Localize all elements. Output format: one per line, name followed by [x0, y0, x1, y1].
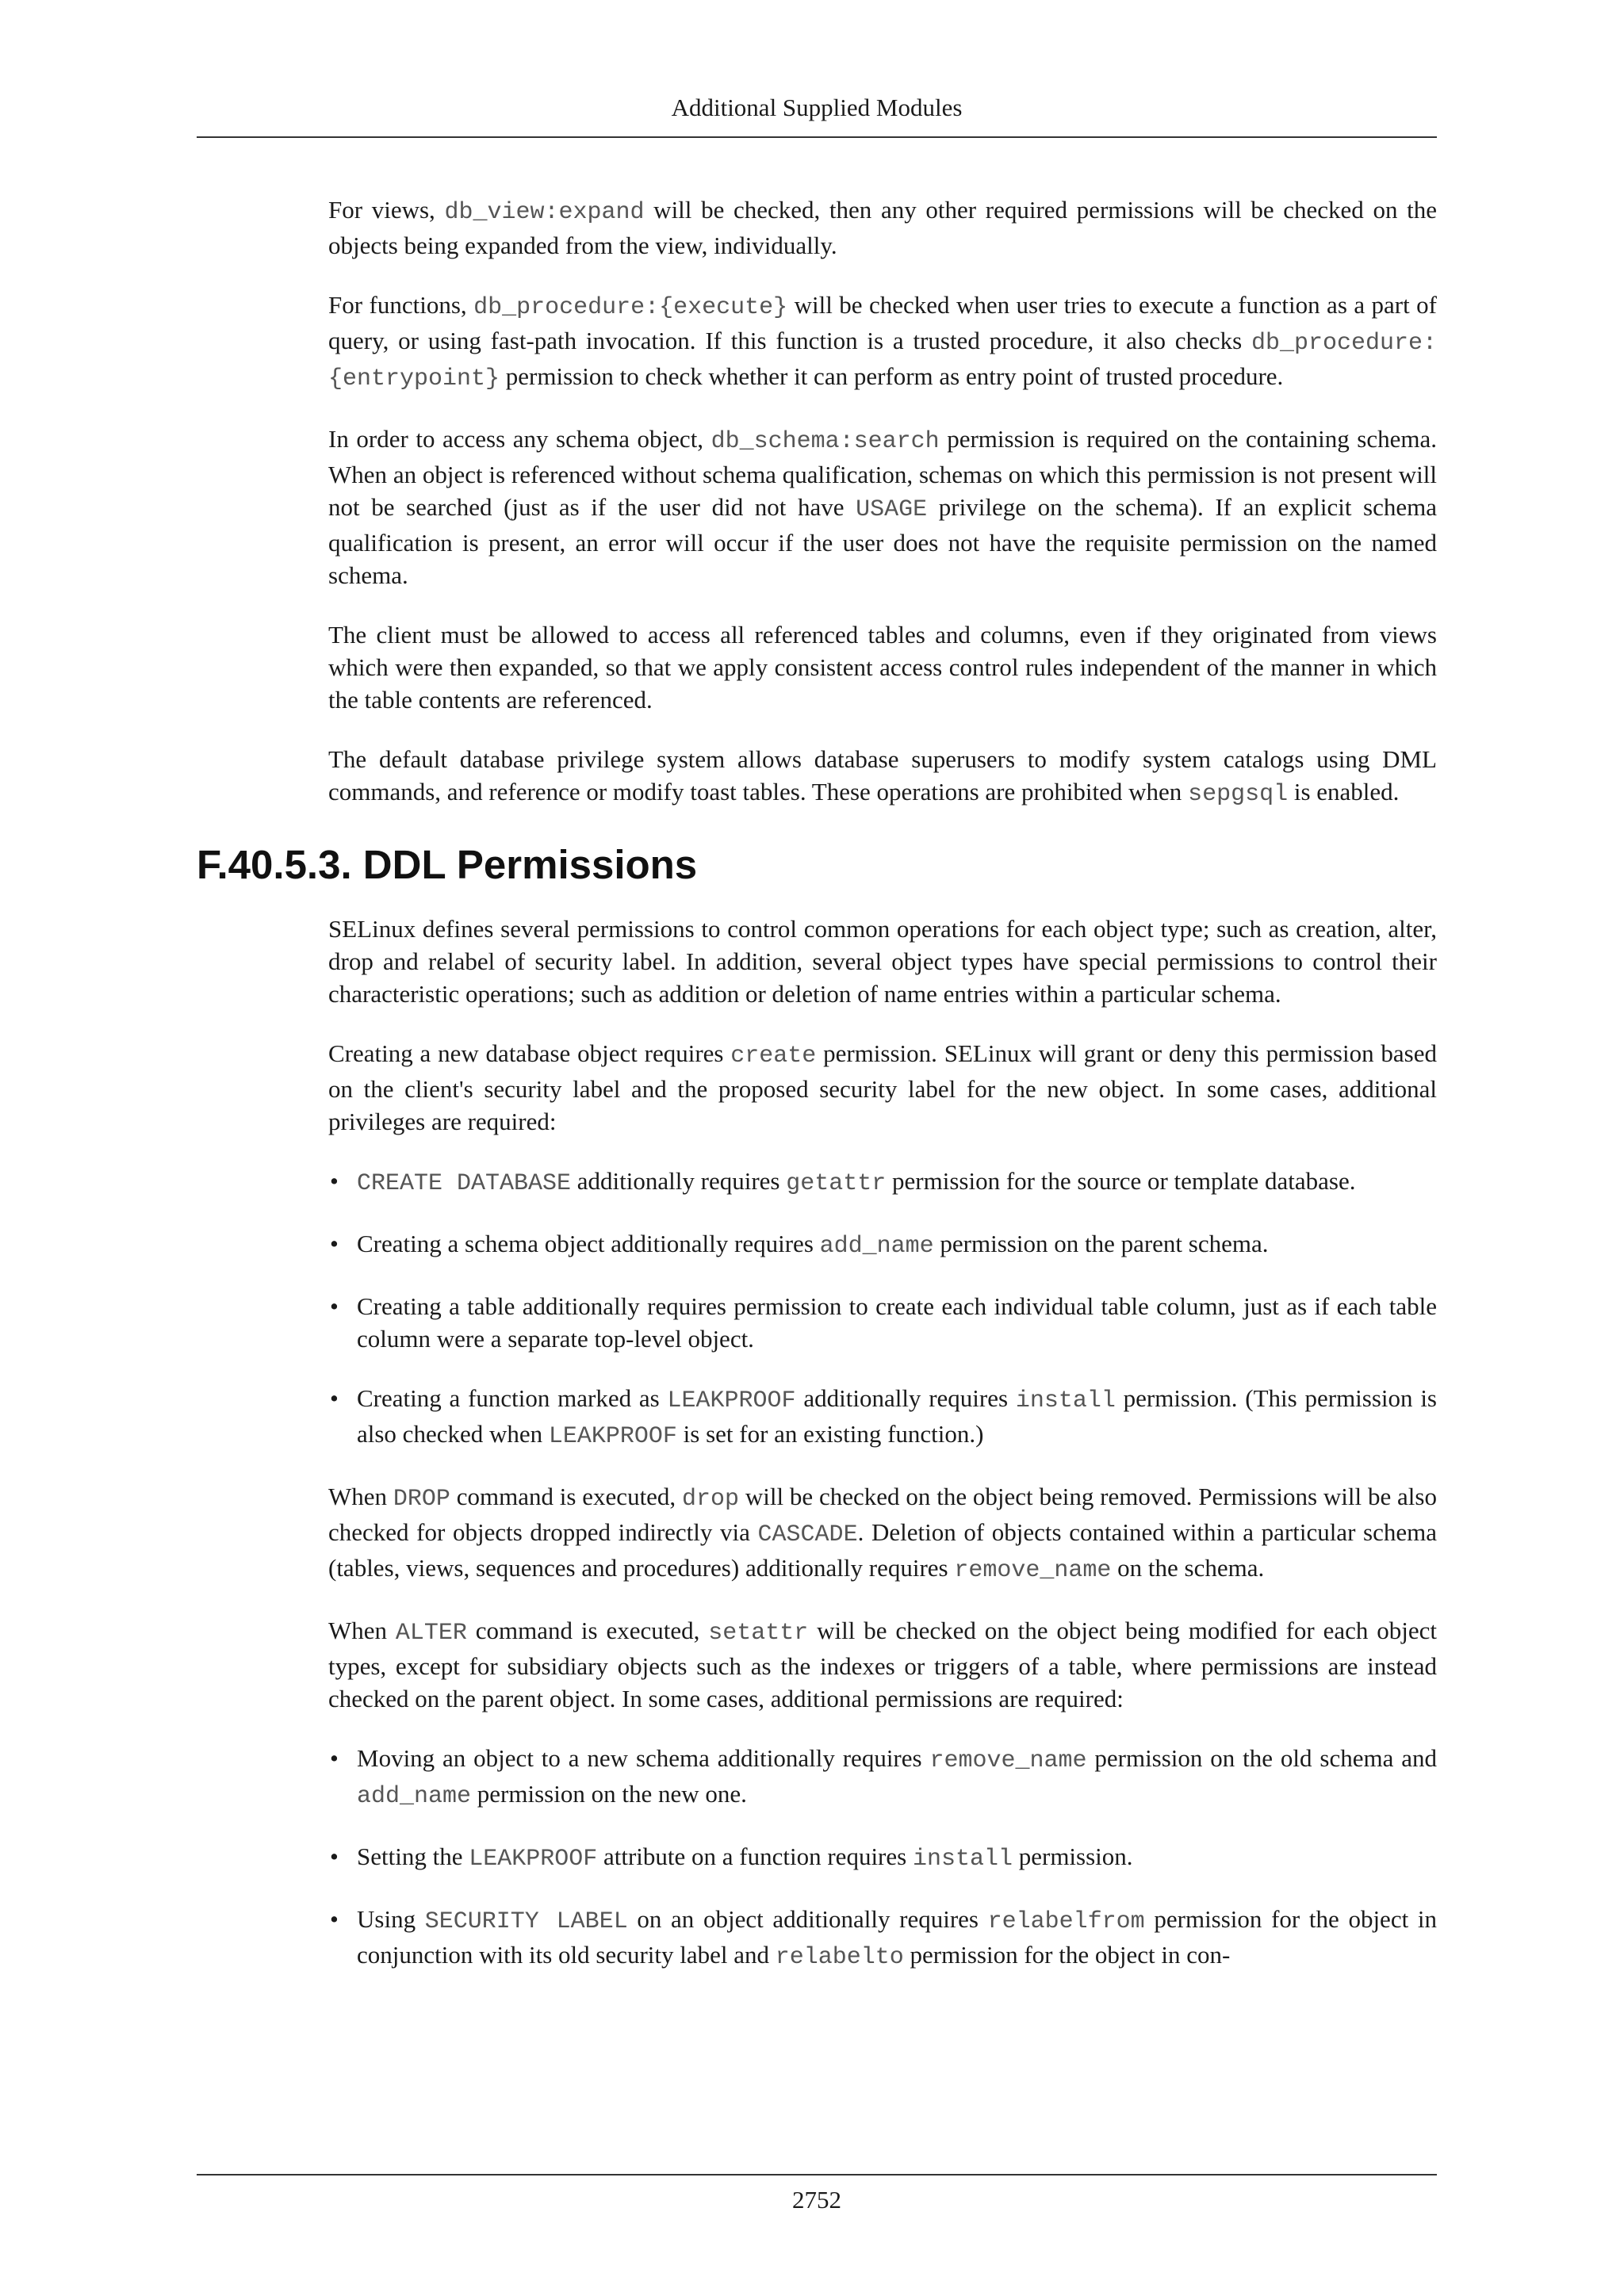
text-run: permission for the object in conjunction with its old security label and [357, 1905, 1437, 1969]
list-item [328, 1290, 1437, 1355]
paragraph [328, 1037, 1437, 1138]
bullet-icon: • [330, 1292, 339, 1320]
text-run: Using [357, 1905, 425, 1933]
bullet-icon: • [330, 1843, 339, 1870]
inline-code: LEAKPROOF [667, 1387, 796, 1414]
text-run: . Deletion of objects contained within a particular schema (tables, views, sequences and procedures) additionally requires [328, 1518, 1437, 1582]
inline-code: SECURITY LABEL [424, 1908, 628, 1935]
page-number: 2752 [792, 2186, 841, 2214]
text-run: will be checked, then any other required permissions will be checked on the objects being expanded from the view, individually. [328, 196, 1437, 259]
list-item [328, 1382, 1437, 1453]
text-run: In order to access any schema object, [328, 425, 711, 453]
inline-code: create [730, 1043, 817, 1070]
text-run: is enabled. [1288, 778, 1400, 806]
paragraph [328, 1480, 1437, 1587]
inline-code: setattr [708, 1620, 809, 1647]
bullet-icon: • [330, 1744, 339, 1772]
text-run: permission. (This permission is also checked when [357, 1384, 1437, 1448]
text-run: When [328, 1483, 393, 1510]
text-run: on an object additionally requires [627, 1905, 988, 1933]
inline-code: db_view:expand [444, 199, 645, 226]
inline-code: USAGE [856, 496, 928, 523]
text-run: additionally requires [571, 1167, 787, 1195]
text-run: Creating a function marked as [357, 1384, 668, 1412]
inline-code: LEAKPROOF [548, 1423, 677, 1450]
text-run: For functions, [328, 291, 474, 319]
text-run: privilege on the schema). If an explicit schema qualification is present, an error will occur if the user does not have the requisite permission on the named schema. [328, 493, 1437, 589]
list-item [328, 1903, 1437, 1974]
text-run: Creating a table additionally requires permission to create each individual table column, just as if each table column were a separate top-level object. [357, 1292, 1437, 1353]
text-run: Moving an object to a new schema additionally requires [357, 1744, 930, 1772]
text-run: The default database privilege system allows database superusers to modify system catalogs using DML commands, and reference or modify toast tables. These operations are prohibited when [328, 745, 1437, 806]
text-run: permission for the source or template database. [886, 1167, 1356, 1195]
inline-code: add_name [819, 1233, 934, 1260]
text-run: SELinux defines several permissions to control common operations for each object type; such as creation, alter, drop and relabel of security label. In addition, several object types have special permissions to control their characteristic operations; such as addition or deletion of name entries within a particular schema. [328, 915, 1437, 1008]
paragraph [328, 193, 1437, 262]
paragraph [328, 618, 1437, 716]
inline-code: install [912, 1846, 1013, 1873]
text-run: permission is required on the containing schema. When an object is referenced without schema qualification, schemas on which this permission is not present will not be searched (just as if the user did not have [328, 425, 1438, 521]
inline-code: ALTER [395, 1620, 467, 1647]
list-item [328, 1165, 1437, 1200]
paragraph [328, 289, 1437, 396]
inline-code: install [1015, 1387, 1116, 1414]
inline-code: CREATE DATABASE [357, 1170, 572, 1197]
text-run: permission to check whether it can perform as entry point of trusted procedure. [500, 362, 1284, 390]
inline-code: relabelto [775, 1944, 904, 1971]
paragraph [328, 743, 1437, 811]
list-item [328, 1840, 1437, 1876]
inline-code: LEAKPROOF [469, 1846, 598, 1873]
text-run: command is executed, [466, 1617, 709, 1644]
text-run: is set for an existing function.) [676, 1420, 984, 1448]
inline-code: getattr [786, 1170, 887, 1197]
inline-code: drop [682, 1486, 740, 1513]
inline-code: relabelfrom [987, 1908, 1145, 1935]
text-run: permission. [1012, 1843, 1133, 1870]
text-run: permission for the object in con- [903, 1941, 1231, 1969]
inline-code: remove_name [929, 1747, 1087, 1774]
text-run: will be checked on the object being removed. Permissions will be also checked for objects dropped indirectly via [328, 1483, 1437, 1546]
list-item [328, 1227, 1437, 1263]
bullet-list [328, 1165, 1437, 1453]
paragraph [328, 423, 1437, 591]
text-run: For views, [328, 196, 445, 224]
inline-code: sepgsql [1188, 781, 1289, 808]
text-run: command is executed, [450, 1483, 683, 1510]
section-heading: F.40.5.3. DDL Permissions [197, 842, 698, 887]
inline-code: remove_name [954, 1557, 1112, 1584]
paragraph [328, 913, 1437, 1010]
running-header: Additional Supplied Modules [671, 94, 963, 121]
bullet-icon: • [330, 1167, 339, 1195]
header-rule [197, 136, 1437, 138]
inline-code: db_procedure:{entrypoint} [328, 330, 1437, 392]
text-run: permission. SELinux will grant or deny this permission based on the client's security label and the proposed security label for the new object. In some cases, additional privileges are required: [328, 1039, 1437, 1135]
inline-code: DROP [393, 1486, 450, 1513]
text-run: permission on the old schema and [1086, 1744, 1437, 1772]
text-run: The client must be allowed to access all referenced tables and columns, even if they originated from views which were then expanded, so that we apply consistent access control rules independent of the manner in which the table contents are referenced. [328, 621, 1437, 714]
footer-rule [197, 2174, 1437, 2175]
text-run: Creating a schema object additionally requires [357, 1230, 820, 1257]
inline-code: db_procedure:{execute} [473, 294, 788, 321]
text-run: additionally requires [795, 1384, 1016, 1412]
text-run: When [328, 1617, 396, 1644]
text-run: on the schema. [1111, 1554, 1265, 1582]
bullet-icon: • [330, 1384, 339, 1412]
inline-code: CASCADE [757, 1521, 858, 1548]
text-run: will be checked on the object being modified for each object types, except for subsidiary objects such as the indexes or triggers of a table, where permissions are instead checked on the parent object. In some cases, additional permissions are required: [328, 1617, 1437, 1712]
text-run: Setting the [357, 1843, 469, 1870]
paragraph [328, 1614, 1437, 1715]
text-run: attribute on a function requires [597, 1843, 913, 1870]
inline-code: add_name [357, 1783, 472, 1810]
inline-code: db_schema:search [710, 428, 940, 455]
text-run: Creating a new database object requires [328, 1039, 731, 1067]
bullet-list [328, 1742, 1437, 1974]
text-run: will be checked when user tries to execute a function as a part of query, or using fast-path invocation. If this function is a trusted procedure, it also checks [328, 291, 1437, 354]
list-item [328, 1742, 1437, 1813]
bullet-icon: • [330, 1230, 339, 1257]
text-run: permission on the new one. [471, 1780, 747, 1808]
page-body [197, 193, 1438, 2001]
text-run: permission on the parent schema. [933, 1230, 1269, 1257]
bullet-icon: • [330, 1905, 339, 1933]
